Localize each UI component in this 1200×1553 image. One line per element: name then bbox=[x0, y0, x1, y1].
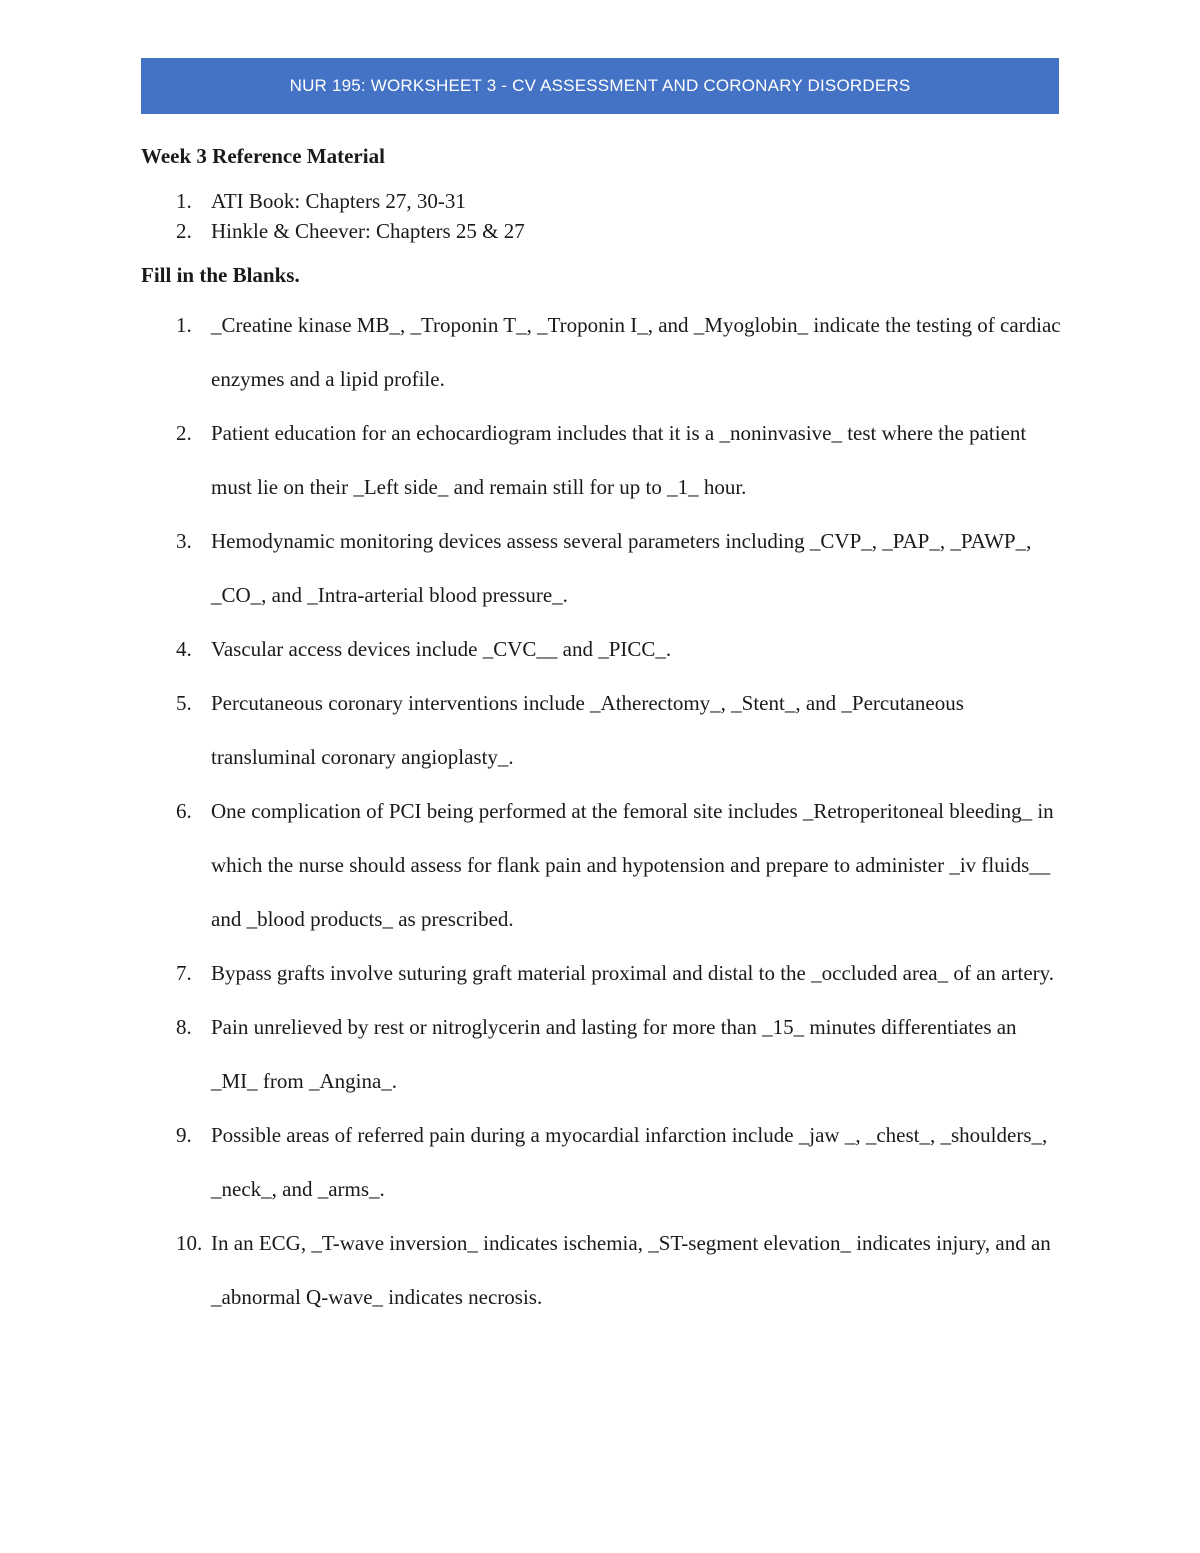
question-item bbox=[141, 622, 1071, 676]
question-item bbox=[141, 1216, 1071, 1324]
question-item bbox=[141, 298, 1071, 406]
question-number: 5. bbox=[176, 691, 192, 715]
reference-item-text: ATI Book: Chapters 27, 30-31 bbox=[211, 189, 466, 213]
question-text: One complication of PCI being performed at the femoral site includes _Retroperitoneal bleeding_ in which the nurse should assess for flank pain and hypotension and prepare to administer _iv fluids__ and _blood products_ as prescribed. bbox=[211, 799, 1054, 931]
question-text: Pain unrelieved by rest or nitroglycerin and lasting for more than _15_ minutes differentiates an _MI_ from _Angina_. bbox=[211, 1015, 1017, 1093]
reference-item bbox=[141, 186, 525, 216]
question-text: In an ECG, _T-wave inversion_ indicates ischemia, _ST-segment elevation_ indicates injury, and an _abnormal Q-wave_ indicates necrosis. bbox=[211, 1231, 1051, 1309]
question-number: 6. bbox=[176, 799, 192, 823]
reference-heading: Week 3 Reference Material bbox=[141, 144, 385, 168]
question-number: 4. bbox=[176, 637, 192, 661]
question-item bbox=[141, 676, 1071, 784]
question-text: Bypass grafts involve suturing graft material proximal and distal to the _occluded area_ of an artery. bbox=[211, 961, 1055, 985]
question-text: Hemodynamic monitoring devices assess several parameters including _CVP_, _PAP_, _PAWP_, _CO_, and _Intra-arterial blood pressure_. bbox=[211, 529, 1032, 607]
header-banner bbox=[141, 58, 1059, 114]
question-item bbox=[141, 784, 1071, 946]
question-text: Possible areas of referred pain during a myocardial infarction include _jaw _, _chest_, _shoulders_, _neck_, and _arms_. bbox=[211, 1123, 1048, 1201]
question-text: Vascular access devices include _CVC__ and _PICC_. bbox=[211, 637, 672, 661]
question-list bbox=[141, 298, 1071, 1324]
question-number: 1. bbox=[176, 313, 192, 337]
reference-item-text: Hinkle & Cheever: Chapters 25 & 27 bbox=[211, 219, 525, 243]
reference-item bbox=[141, 216, 525, 246]
question-number: 10. bbox=[176, 1231, 203, 1255]
question-item bbox=[141, 406, 1071, 514]
question-number: 7. bbox=[176, 961, 192, 985]
question-text: Percutaneous coronary interventions include _Atherectomy_, _Stent_, and _Percutaneous transluminal coronary angioplasty_. bbox=[211, 691, 964, 769]
question-number: 2. bbox=[176, 421, 192, 445]
fill-in-heading: Fill in the Blanks. bbox=[141, 263, 300, 287]
question-number: 8. bbox=[176, 1015, 192, 1039]
question-item bbox=[141, 1000, 1071, 1108]
question-number: 9. bbox=[176, 1123, 192, 1147]
question-item bbox=[141, 946, 1071, 1000]
reference-item-number: 1. bbox=[176, 189, 192, 213]
reference-item-number: 2. bbox=[176, 219, 192, 243]
question-item bbox=[141, 1108, 1071, 1216]
question-text: Patient education for an echocardiogram includes that it is a _noninvasive_ test where the patient must lie on their _Left side_ and remain still for up to _1_ hour. bbox=[211, 421, 1027, 499]
question-item bbox=[141, 514, 1071, 622]
document-title: NUR 195: WORKSHEET 3 - CV ASSESSMENT AND CORONARY DISORDERS bbox=[289, 76, 911, 95]
question-text: _Creatine kinase MB_, _Troponin T_, _Troponin I_, and _Myoglobin_ indicate the testing of cardiac enzymes and a lipid profile. bbox=[211, 313, 1061, 391]
reference-list bbox=[141, 186, 525, 246]
question-number: 3. bbox=[176, 529, 192, 553]
